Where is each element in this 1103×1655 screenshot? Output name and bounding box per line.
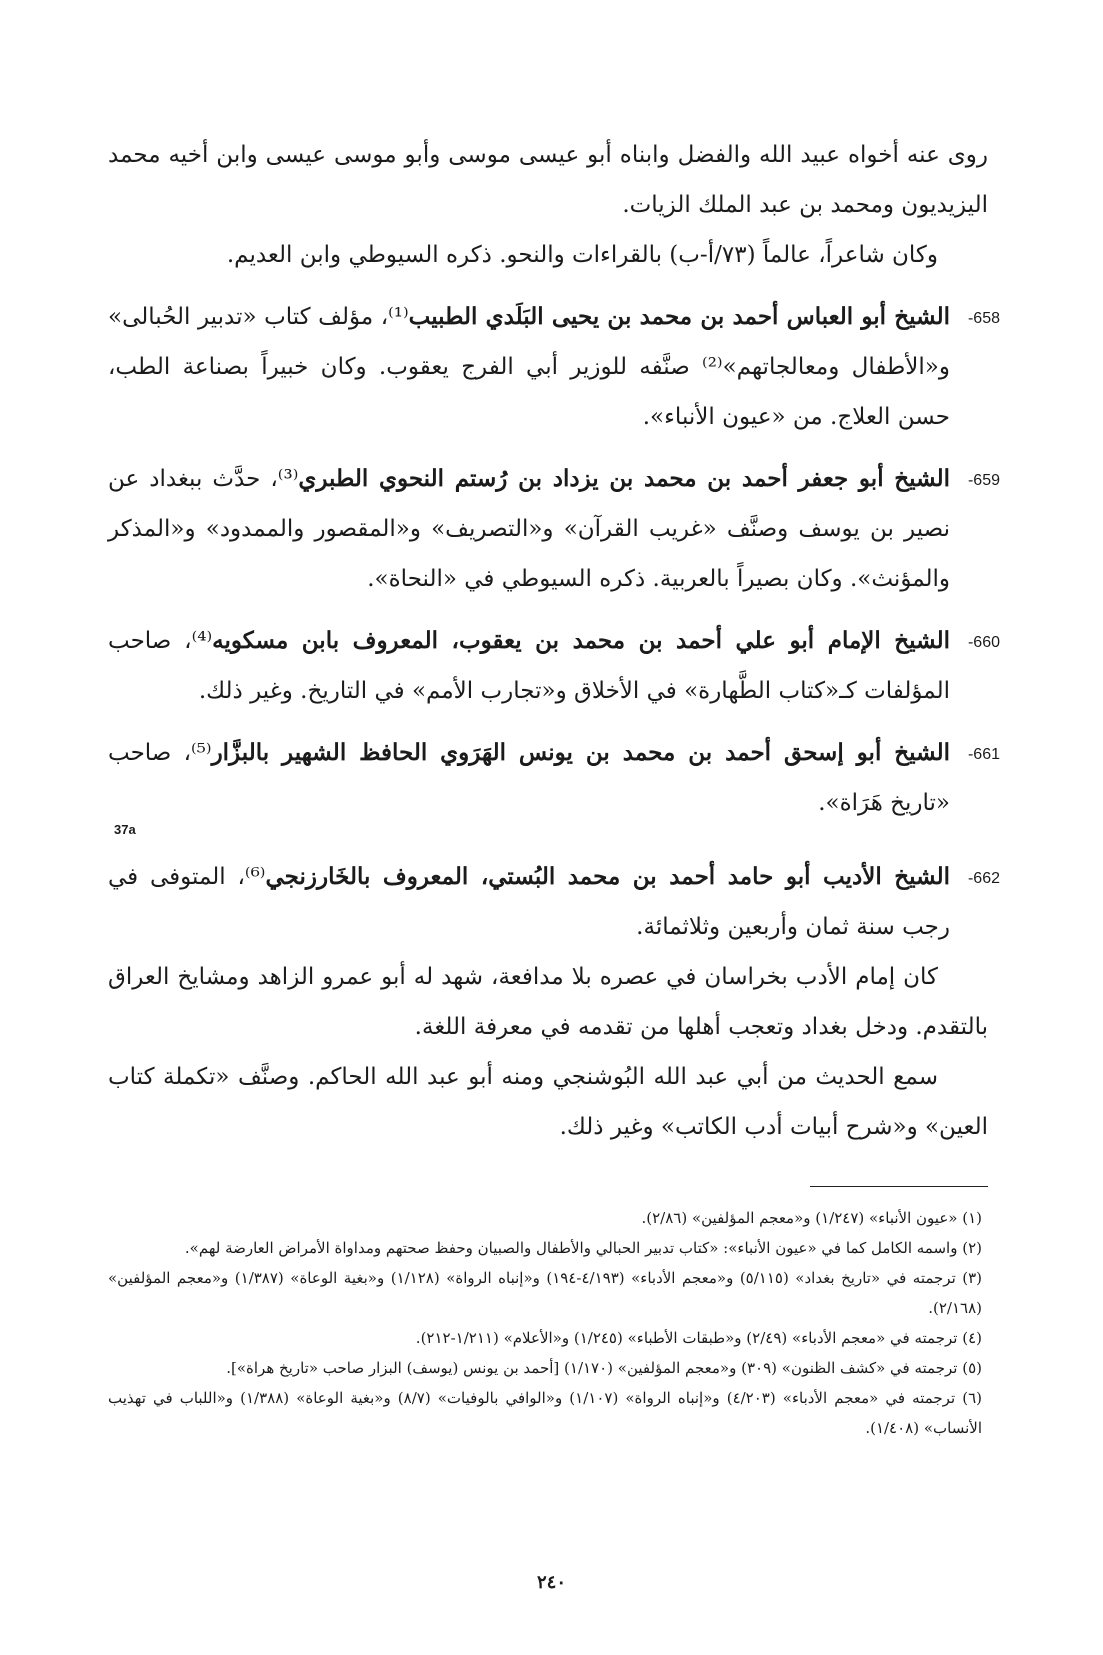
entry-text: ⁽⁴⁾، صاحب المؤلفات كـ«كتاب الطَّهارة» في الأخلاق و«تجارب الأمم» في التاريخ. وغير ذلك. [108, 628, 950, 704]
entry-heading: الشيخ أبو جعفر أحمد بن محمد بن يزداد بن رُستم النحوي الطبري [298, 465, 951, 492]
footnote-separator [810, 1186, 988, 1187]
body-paragraph-2: سمع الحديث من أبي عبد الله البُوشنجي ومنه أبو عبد الله الحاكم. وصنَّف «تكملة كتاب العين» و«شرح أبيات أدب الكاتب» وغير ذلك. [108, 1064, 988, 1140]
entry-text: ⁽⁶⁾، المتوفى في رجب سنة ثمان وأربعين وثلاثمائة. [108, 864, 950, 940]
footnote-3: (٣) ترجمته في «تاريخ بغداد» (٥/١١٥) و«معجم الأدباء» (٤/١٩٣-١٩٤) و«إنباه الرواة» (١/١٢٨) و«بغية الوعاة» (١/٣٨٧) و«معجم المؤلفين» (٢/١٦٨). [108, 1269, 983, 1317]
intro-paragraph-1: روى عنه أخواه عبيد الله والفضل وابناه أبو عيسى موسى وأبو موسى عيسى وابن أخيه محمد اليزيديون ومحمد بن عبد الملك الزيات. [108, 142, 988, 218]
entry-heading: الشيخ أبو إسحق أحمد بن محمد بن يونس الهَرَوي الحافظ الشهير بالبزَّار [211, 739, 950, 766]
entry-662 [108, 852, 1000, 952]
entry-text: ⁽³⁾، حدَّث ببغداد عن نصير بن يوسف وصنَّف «غريب القرآن» و«التصريف» و«المقصور والممدود» و«المذكر والمؤنث». وكان بصيراً بالعربية. ذكره السيوطي في «النحاة». [108, 466, 950, 592]
entry-658 [108, 292, 1000, 442]
entry-number: -659 [967, 472, 1000, 489]
footnotes [108, 1203, 988, 1443]
footnote-6: (٦) ترجمته في «معجم الأدباء» (٤/٢٠٣) و«إنباه الرواة» (١/١٠٧) و«الوافي بالوفيات» (٨/٧) و«بغية الوعاة» (١/٣٨٨) و«اللباب في تهذيب الأنساب» (١/٤٠٨). [108, 1389, 982, 1437]
entry-660 [108, 616, 1000, 716]
page-body [108, 130, 1000, 1443]
footnote-5: (٥) ترجمته في «كشف الظنون» (٣٠٩) و«معجم المؤلفين» (١/١٧٠) [أحمد بن يونس (يوسف) البزار صاحب «تاريخ هراة»]. [226, 1359, 982, 1377]
footnote-4: (٤) ترجمته في «معجم الأدباء» (٢/٤٩) و«طبقات الأطباء» (١/٢٤٥) و«الأعلام» (١/٢١١-٢١٢). [415, 1329, 982, 1347]
entry-heading: الشيخ الإمام أبو علي أحمد بن محمد بن يعقوب، المعروف بابن مسكويه [212, 627, 950, 654]
entry-number: -662 [967, 870, 1000, 887]
entry-heading: الشيخ الأديب أبو حامد أحمد بن محمد البُستي، المعروف بالخَارزنجي [265, 863, 950, 890]
entry-number: -660 [967, 634, 1000, 651]
entry-heading: الشيخ أبو العباس أحمد بن محمد بن يحيى البَلَدي الطبيب [408, 303, 950, 330]
entry-text: ⁽¹⁾، مؤلف كتاب «تدبير الحُبالى» و«الأطفال ومعالجاتهم»⁽²⁾ صنَّفه للوزير أبي الفرج يعقوب. وكان خبيراً بصناعة الطب، حسن العلاج. من «عيون الأنباء». [108, 304, 950, 430]
page-number: ٢٤٠ [536, 1572, 566, 1593]
entry-text: ⁽⁵⁾، صاحب «تاريخ هَرَاة». [108, 740, 950, 816]
entry-659 [108, 454, 1000, 604]
entry-number: -661 [967, 746, 1000, 763]
intro-paragraph-2: وكان شاعراً، عالماً (٧٣/أ-ب) بالقراءات والنحو. ذكره السيوطي وابن العديم. [226, 242, 938, 268]
manuscript-folio-marker: 37a [114, 822, 136, 837]
footnote-2: (٢) واسمه الكامل كما في «عيون الأنباء»: «كتاب تدبير الحبالي والأطفال والصبيان وحفظ صحتهم ومداواة الأمراض العارضة لهم». [184, 1239, 982, 1257]
entry-number: -658 [967, 310, 1000, 327]
body-paragraph-1: كان إمام الأدب بخراسان في عصره بلا مدافعة، شهد له أبو عمرو الزاهد ومشايخ العراق بالتقدم. ودخل بغداد وتعجب أهلها من تقدمه في معرفة اللغة. [108, 964, 988, 1040]
footnote-1: (١) «عيون الأنباء» (١/٢٤٧) و«معجم المؤلفين» (٢/٨٦). [641, 1209, 982, 1227]
entry-661 [108, 728, 1000, 828]
